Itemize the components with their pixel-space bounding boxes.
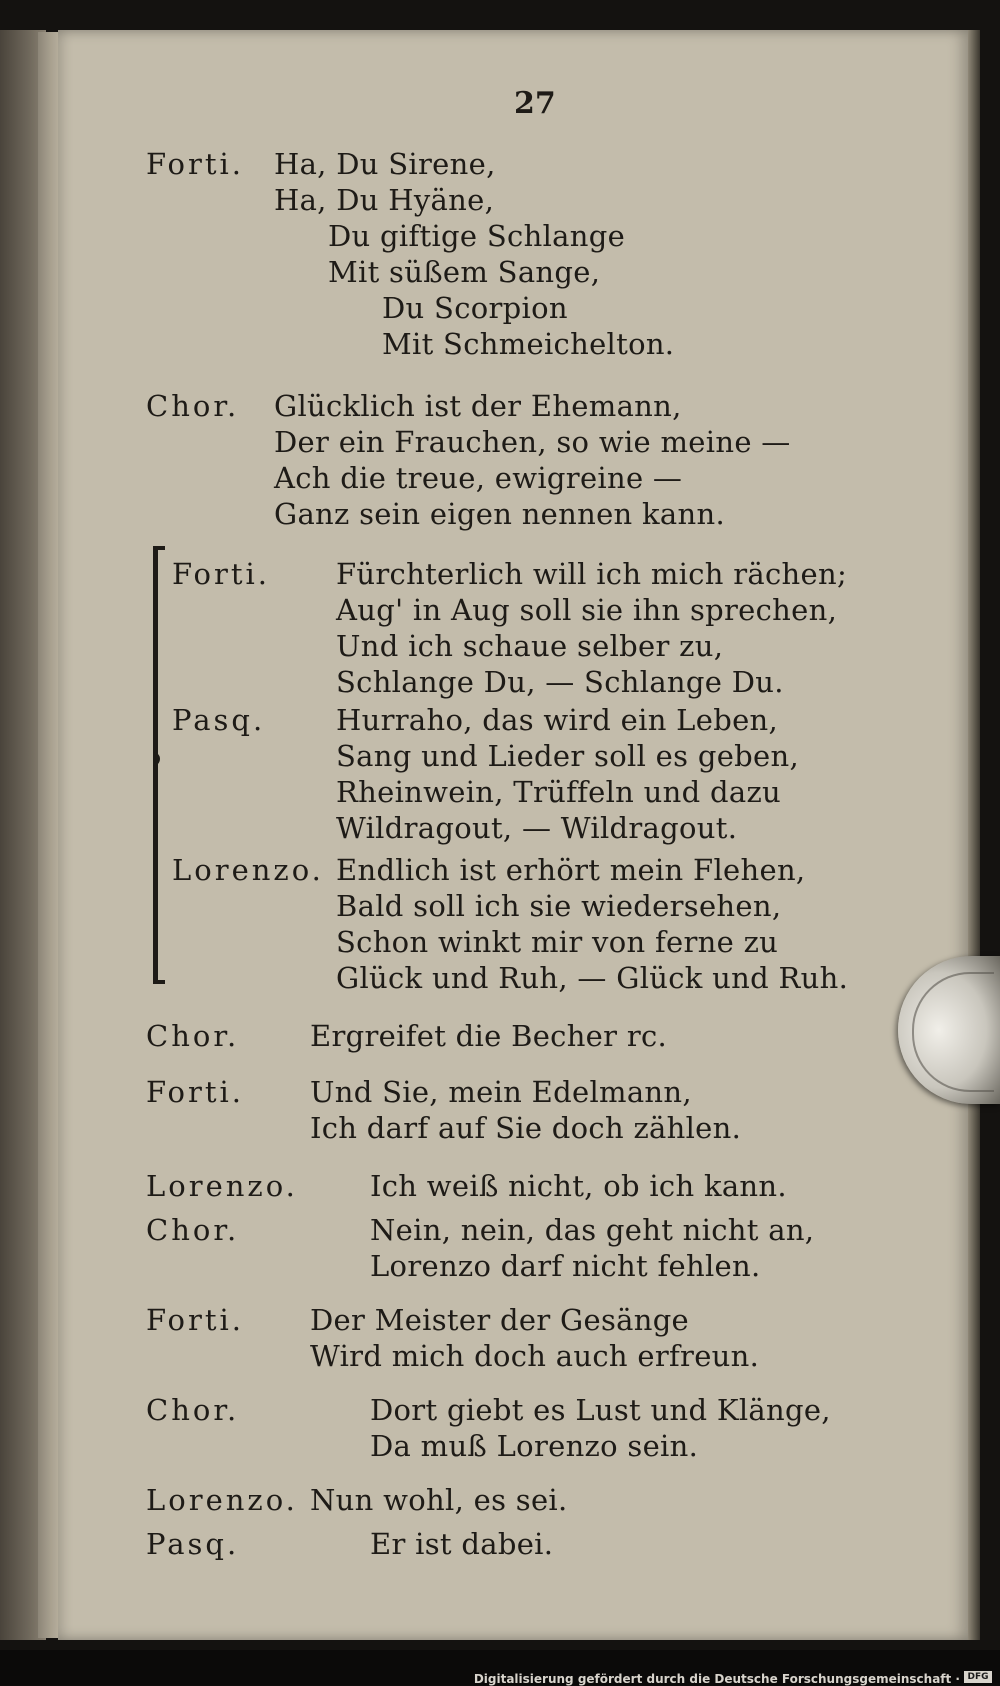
- verse-line: Ha, Du Hyäne,: [274, 183, 495, 217]
- trio-bracket-point: [146, 752, 160, 766]
- speaker-name: Lorenzo.: [146, 1483, 298, 1517]
- verse-line: Schlange Du, — Schlange Du.: [336, 665, 784, 699]
- speaker-name: Pasq.: [172, 703, 266, 737]
- speaker-name: Chor.: [146, 1019, 240, 1053]
- verse-line: Ach die treue, ewigreine —: [274, 461, 683, 495]
- verse-line: Schon winkt mir von ferne zu: [336, 925, 779, 959]
- verse-line: Und ich schaue selber zu,: [336, 629, 724, 663]
- verse-line: Du Scorpion: [382, 291, 568, 325]
- verse-line: Fürchterlich will ich mich rächen;: [336, 557, 848, 591]
- verse-line: Ganz sein eigen nennen kann.: [274, 497, 725, 531]
- verse-line: Nun wohl, es sei.: [310, 1483, 568, 1517]
- verse-line: Ich weiß nicht, ob ich kann.: [370, 1169, 787, 1203]
- speaker-name: Forti.: [146, 147, 245, 181]
- verse-line: Ergreifet die Becher rc.: [310, 1019, 668, 1053]
- digitization-credit: Digitalisierung gefördert durch die Deutsche Forschungsgemeinschaft ·: [473, 1672, 960, 1686]
- verse-line: Ich darf auf Sie doch zählen.: [310, 1111, 742, 1145]
- speaker-name: Lorenzo.: [172, 853, 324, 887]
- verse-line: Ha, Du Sirene,: [274, 147, 496, 181]
- dfg-logo: DFG: [964, 1671, 992, 1683]
- verse-line: Glücklich ist der Ehemann,: [274, 389, 682, 423]
- speaker-name: Lorenzo.: [146, 1169, 298, 1203]
- verse-line: Wird mich doch auch erfreun.: [310, 1339, 760, 1373]
- speaker-name: Forti.: [172, 557, 271, 591]
- verse-line: Sang und Lieder soll es geben,: [336, 739, 799, 773]
- verse-line: Rheinwein, Trüffeln und dazu: [336, 775, 782, 809]
- verse-line: Der ein Frauchen, so wie meine —: [274, 425, 791, 459]
- page-number: 27: [514, 86, 556, 121]
- verse-line: Glück und Ruh, — Glück und Ruh.: [336, 961, 849, 995]
- speaker-name: Forti.: [146, 1303, 245, 1337]
- verse-line: Lorenzo darf nicht fehlen.: [370, 1249, 761, 1283]
- speaker-name: Pasq.: [146, 1527, 240, 1561]
- verse-line: Mit süßem Sange,: [328, 255, 601, 289]
- trio-bracket-top: [153, 546, 165, 550]
- verse-line: Nein, nein, das geht nicht an,: [370, 1213, 815, 1247]
- speaker-name: Forti.: [146, 1075, 245, 1109]
- page-right-edge: [968, 30, 980, 1640]
- speaker-name: Chor.: [146, 1213, 240, 1247]
- verse-line: Dort giebt es Lust und Klänge,: [370, 1393, 831, 1427]
- verse-line: Mit Schmeichelton.: [382, 327, 675, 361]
- verse-line: Endlich ist erhört mein Flehen,: [336, 853, 806, 887]
- verse-line: Du giftige Schlange: [328, 219, 626, 253]
- trio-bracket-bottom: [153, 980, 165, 984]
- verse-line: Bald soll ich sie wiedersehen,: [336, 889, 782, 923]
- verse-line: Wildragout, — Wildragout.: [336, 811, 738, 845]
- verse-line: Da muß Lorenzo sein.: [370, 1429, 699, 1463]
- speaker-name: Chor.: [146, 1393, 240, 1427]
- verse-line: Er ist dabei.: [370, 1527, 554, 1561]
- verse-line: Und Sie, mein Edelmann,: [310, 1075, 692, 1109]
- book-gutter: [38, 32, 60, 1638]
- verse-line: Aug' in Aug soll sie ihn sprechen,: [336, 593, 838, 627]
- speaker-name: Chor.: [146, 389, 240, 423]
- verse-line: Der Meister der Gesänge: [310, 1303, 690, 1337]
- verse-line: Hurraho, das wird ein Leben,: [336, 703, 779, 737]
